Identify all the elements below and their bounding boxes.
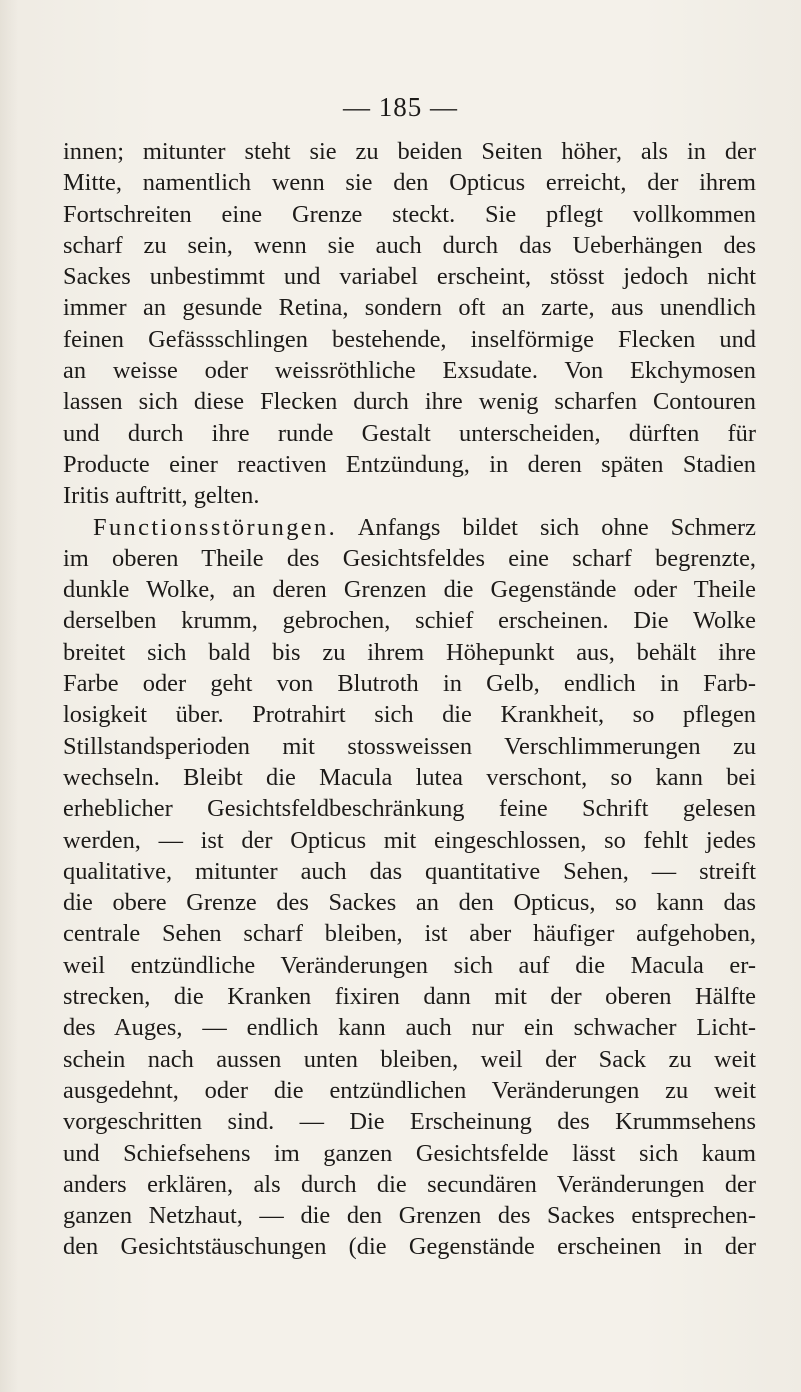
text-line: feinen Gefässschlingen bestehende, inselförmige Flecken und <box>63 325 756 353</box>
text-line: Mitte, namentlich wenn sie den Opticus erreicht, der ihrem <box>63 169 756 197</box>
text-line: lassen sich diese Flecken durch ihre wenig scharfen Contouren <box>63 388 756 416</box>
text-line: derselben krumm, gebrochen, schief erscheinen. Die Wolke <box>63 607 756 635</box>
text-line: Fortschreiten eine Grenze steckt. Sie pflegt vollkommen <box>63 200 756 228</box>
text-line: Producte einer reactiven Entzündung, in deren späten Stadien <box>63 450 756 478</box>
text-line: anders erklären, als durch die secundären Veränderungen der <box>63 1170 756 1198</box>
text-line: scharf zu sein, wenn sie auch durch das Ueberhängen des <box>63 231 756 259</box>
text-line: an weisse oder weissröthliche Exsudate. Von Ekchymosen <box>63 357 756 385</box>
page-edge-shadow <box>0 0 18 1392</box>
section-paragraph-start <box>63 512 756 543</box>
text-line: losigkeit über. Protrahirt sich die Krankheit, so pflegen <box>63 701 756 729</box>
text-line: breitet sich bald bis zu ihrem Höhepunkt aus, behält ihre <box>63 638 756 666</box>
text-line: werden, — ist der Opticus mit eingeschlossen, so fehlt jedes <box>63 826 756 854</box>
text-line: qualitative, mitunter auch das quantitative Sehen, — streift <box>63 857 756 885</box>
page-number: — 185 — <box>343 92 458 122</box>
text-line: vorgeschritten sind. — Die Erscheinung des Krummsehens <box>63 1108 756 1136</box>
text-line: im oberen Theile des Gesichtsfeldes eine scharf begrenzte, <box>63 544 756 572</box>
text-line: und Schiefsehens im ganzen Gesichtsfelde lässt sich kaum <box>63 1139 756 1167</box>
text-line: Sackes unbestimmt und variabel erscheint, stösst jedoch nicht <box>63 263 756 291</box>
text-line: erheblicher Gesichtsfeldbeschränkung feine Schrift gelesen <box>63 795 756 823</box>
text-line: strecken, die Kranken fixiren dann mit der oberen Hälfte <box>63 983 756 1011</box>
text-line: dunkle Wolke, an deren Grenzen die Gegenstände oder Theile <box>63 576 756 604</box>
text-line: innen; mitunter steht sie zu beiden Seiten höher, als in der <box>63 138 756 165</box>
text-line: ausgedehnt, oder die entzündlichen Veränderungen zu weit <box>63 1076 756 1104</box>
text-line: Iritis auftritt, gelten. <box>63 482 260 510</box>
text-line: des Auges, — endlich kann auch nur ein schwacher Licht- <box>63 1014 756 1042</box>
text-line: die obere Grenze des Sackes an den Opticus, so kann das <box>63 889 756 917</box>
text-line: weil entzündliche Veränderungen sich auf die Macula er- <box>63 951 756 979</box>
text-line: Anfangs bildet sich ohne Schmerz <box>357 513 756 541</box>
text-line: und durch ihre runde Gestalt unterscheiden, dürften für <box>63 419 756 447</box>
text-line: den Gesichtstäuschungen (die Gegenstände erscheinen in der <box>63 1233 756 1261</box>
text-line: centrale Sehen scharf bleiben, ist aber häufiger aufgehoben, <box>63 920 756 948</box>
text-line: Stillstandsperioden mit stossweissen Verschlimmerungen zu <box>63 732 756 760</box>
text-line: immer an gesunde Retina, sondern oft an zarte, aus unendlich <box>63 294 756 322</box>
body-text <box>63 136 756 1263</box>
text-line: Farbe oder geht von Blutroth in Gelb, endlich in Farb- <box>63 670 756 698</box>
text-line: schein nach aussen unten bleiben, weil der Sack zu weit <box>63 1045 756 1073</box>
text-line: ganzen Netzhaut, — die den Grenzen des Sackes entsprechen- <box>63 1202 756 1230</box>
text-line: wechseln. Bleibt die Macula lutea verschont, so kann bei <box>63 763 756 791</box>
section-heading: Functionsstörungen. <box>93 513 338 541</box>
